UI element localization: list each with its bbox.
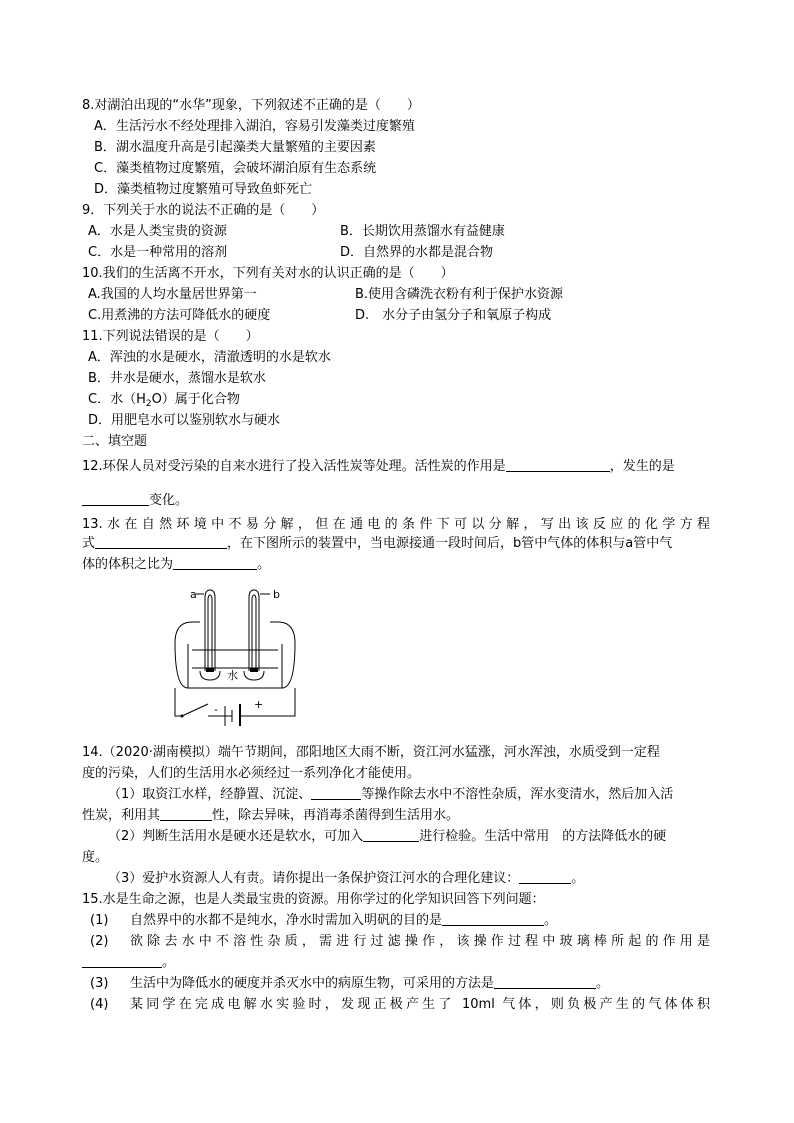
q15-sub2-num: (2) <box>90 934 109 949</box>
q11-option-d: D．用肥皂水可以鉴别软水与硬水 <box>88 413 281 428</box>
q15-blank-2[interactable] <box>82 954 162 968</box>
q15-sub4: 某同学在完成电解水实验时，发现正极产生了 10ml 气体，则负极产生的气体体积 <box>130 997 710 1012</box>
q9-option-c: C．水是一种常用的溶剂 <box>88 245 228 260</box>
q15-sub1: 自然界中的水都不是纯水，净水时需加入明矾的目的是 。 <box>130 913 558 928</box>
q13-line2: 式 ，在下图所示的装置中，当电源接通一段时间后，b管中气体的体积与a管中气 <box>82 536 673 551</box>
q14-part1-cont: 性炭，利用其 性，除去异味，再消毒杀菌得到生活用水。 <box>82 808 460 823</box>
q14-blank-3[interactable] <box>363 828 419 842</box>
q15-blank-1[interactable] <box>442 912 544 926</box>
q12-blank-2[interactable] <box>82 492 149 506</box>
q15-blank-3[interactable] <box>494 975 596 989</box>
section-heading: 二、填空题 <box>82 434 148 449</box>
q14-part2-cont: 度。 <box>82 850 109 865</box>
q8-option-d: D．藻类植物过度繁殖可导致鱼虾死亡 <box>94 182 313 197</box>
q8-option-c: C．藻类植物过度繁殖，会破坏湖泊原有生态系统 <box>94 161 377 176</box>
q15-sub3: 生活中为降低水的硬度并杀灭水中的病原生物，可采用的方法是 。 <box>130 976 610 991</box>
q9-option-d: D．自然界的水都是混合物 <box>340 245 494 260</box>
q11-option-b: B．井水是硬水，蒸馏水是软水 <box>88 371 266 386</box>
q8-stem: 8.对湖泊出现的“水华”现象，下列叙述不正确的是（ ） <box>82 98 420 113</box>
q13-line1: 13.水在自然环境中不易分解，但在通电的条件下可以分解，写出该反应的化学方程 <box>82 517 710 532</box>
q13-blank-1[interactable] <box>95 535 227 549</box>
q10-option-c: C.用煮沸的方法可降低水的硬度 <box>88 308 271 323</box>
q14-line1: 14.（2020·湖南模拟）端午节期间，邵阳地区大雨不断，资江河水猛涨，河水浑浊，水质受到一定程 <box>82 745 660 760</box>
label-minus: - <box>214 703 218 716</box>
q13-line3: 体的体积之比为 。 <box>82 557 271 572</box>
q9-stem: 9．下列关于水的说法不正确的是（ ） <box>82 203 325 218</box>
q8-option-b: B．湖水温度升高是引起藻类大量繁殖的主要因素 <box>94 140 376 155</box>
q9-option-a: A．水是人类宝贵的资源 <box>88 224 227 239</box>
q15-stem: 15.水是生命之源，也是人类最宝贵的资源。用你学过的化学知识回答下列问题： <box>82 892 545 907</box>
label-b: b <box>273 588 280 601</box>
q9-option-b: B．长期饮用蒸馏水有益健康 <box>340 224 505 239</box>
q10-stem: 10.我们的生活离不开水，下列有关对水的认识正确的是（ ） <box>82 266 454 281</box>
q15-sub2-cont: 。 <box>82 954 175 972</box>
q14-blank-2[interactable] <box>160 807 212 821</box>
q15-sub2: 欲除去水中不溶性杂质，需进行过滤操作，该操作过程中玻璃棒所起的作用是 <box>130 934 710 949</box>
q12-blank-1[interactable] <box>506 458 610 472</box>
q12-line2: 变化。 <box>82 492 188 510</box>
q10-option-d: D. 水分子由氢分子和氧原子构成 <box>355 308 552 323</box>
label-water: 水 <box>227 669 238 682</box>
q13-blank-2[interactable] <box>173 556 257 570</box>
q14-blank-4[interactable] <box>519 870 571 884</box>
q14-blank-1[interactable] <box>311 786 361 800</box>
q12-line1: 12.环保人员对受污染的自来水进行了投入活性炭等处理。活性炭的作用是 ，发生的是 <box>82 459 675 474</box>
label-a: a <box>190 588 197 601</box>
q14-part2: （2）判断生活用水是硬水还是软水，可加入 进行检验。生活中常用 的方法降低水的硬 <box>108 829 667 844</box>
q14-line2: 度的污染，人们的生活用水必须经过一系列净化才能使用。 <box>82 766 421 781</box>
q14-part1: （1）取资江水样，经静置、沉淀、 等操作除去水中不溶性杂质，浑水变清水，然后加入活 <box>108 787 674 802</box>
q15-sub1-num: (1) <box>90 913 109 928</box>
q11-option-a: A．浑浊的水是硬水，清澈透明的水是软水 <box>88 350 331 365</box>
q10-option-a: A.我国的人均水量居世界第一 <box>88 287 257 302</box>
label-plus: + <box>254 698 264 711</box>
q14-part3: （3）爱护水资源人人有责。请你提出一条保护资江河水的合理化建议： 。 <box>108 871 585 886</box>
q11-stem: 11.下列说法错误的是（ ） <box>82 329 259 344</box>
electrolysis-apparatus-figure <box>170 578 300 726</box>
q11-option-c: C．水$(H_2O)$属于化合物 <box>88 392 240 409</box>
q10-option-b: B.使用含磷洗衣粉有利于保护水资源 <box>355 287 564 302</box>
q8-option-a: A．生活污水不经处理排入湖泊，容易引发藻类过度繁殖 <box>94 119 415 134</box>
q15-sub4-num: (4) <box>90 997 109 1012</box>
q15-sub3-num: (3) <box>90 976 109 991</box>
